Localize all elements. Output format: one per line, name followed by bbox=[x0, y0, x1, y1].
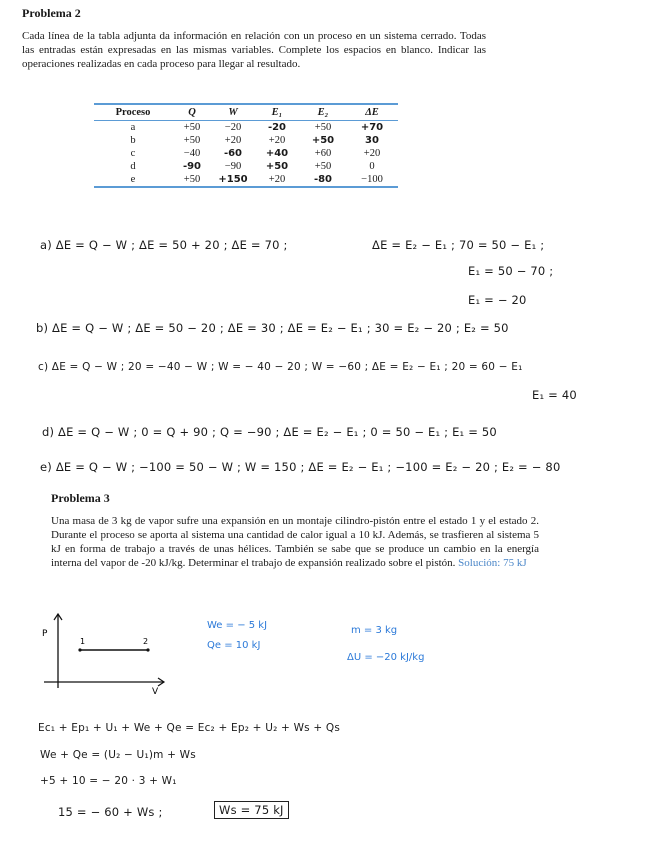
cell: a bbox=[130, 122, 136, 133]
cell: +50 bbox=[183, 135, 201, 146]
work-c-line2: E₁ = 40 bbox=[532, 388, 577, 402]
handwritten-cell: 30 bbox=[365, 135, 379, 146]
energy-balance-line3: +5 + 10 = − 20 · 3 + W₁ bbox=[40, 775, 177, 787]
table-row bbox=[94, 173, 398, 187]
work-e: e) ΔE = Q − W ; −100 = 50 − W ; W = 150 ; ΔE = E₂ − E₁ ; −100 = E₂ − 20 ; E₂ = − 80 bbox=[40, 460, 561, 474]
p-label: P bbox=[42, 629, 48, 639]
header-e2: E₂ bbox=[300, 104, 346, 121]
energy-balance-line2: We + Qe = (U₂ − U₁)m + Ws bbox=[40, 749, 196, 761]
handwritten-cell: +40 bbox=[265, 148, 289, 159]
header-delta-e: ΔE bbox=[346, 104, 398, 121]
cell: +20 bbox=[268, 135, 286, 146]
note-qe: Qe = 10 kJ bbox=[207, 640, 261, 651]
table-row bbox=[94, 121, 398, 135]
cell: +50 bbox=[314, 161, 332, 172]
work-c-line1: c) ΔE = Q − W ; 20 = −40 − W ; W = − 40 − 20 ; W = −60 ; ΔE = E₂ − E₁ ; 20 = 60 − E₁ bbox=[38, 361, 523, 373]
cell: +50 bbox=[314, 122, 332, 133]
problem-2-title: Problema 2 bbox=[22, 6, 81, 20]
handwritten-cell: +50 bbox=[265, 161, 289, 172]
cell: d bbox=[130, 161, 136, 172]
note-delta-u: ΔU = −20 kJ/kg bbox=[347, 652, 425, 663]
header-e1: E₁ bbox=[254, 104, 300, 121]
problem-3-statement bbox=[51, 514, 539, 570]
process-table bbox=[94, 103, 398, 188]
work-b: b) ΔE = Q − W ; ΔE = 50 − 20 ; ΔE = 30 ; ΔE = E₂ − E₁ ; 30 = E₂ − 20 ; E₂ = 50 bbox=[36, 321, 509, 335]
handwritten-cell: +70 bbox=[360, 122, 384, 133]
cell: −90 bbox=[224, 161, 242, 172]
state-1-point bbox=[78, 648, 81, 651]
cell: b bbox=[130, 135, 136, 146]
header-w: W bbox=[212, 104, 254, 121]
cell: +60 bbox=[314, 148, 332, 159]
cell: 0 bbox=[369, 161, 375, 172]
table-row bbox=[94, 160, 398, 173]
handwritten-cell: -20 bbox=[267, 122, 287, 133]
cell: −100 bbox=[346, 173, 398, 187]
problem-2-statement: Cada línea de la tabla adjunta da información en relación con un proceso en un sistema cerrado. Todas las entradas están expresadas en las mismas variables. Complete los espacios en blanco. Indicar las operaciones realizadas en cada proceso para llegar al resultado. bbox=[22, 30, 486, 70]
solution-text: Solución: 75 kJ bbox=[458, 557, 527, 569]
cell: −20 bbox=[224, 122, 242, 133]
handwritten-cell: +50 bbox=[311, 135, 335, 146]
table-row bbox=[94, 147, 398, 160]
cell: +50 bbox=[183, 122, 201, 133]
work-a-line3: E₁ = 50 − 70 ; bbox=[468, 264, 554, 278]
state-1-label: 1 bbox=[80, 637, 86, 646]
state-2-point bbox=[146, 648, 149, 651]
handwritten-cell: -80 bbox=[300, 173, 346, 187]
work-a-line4: E₁ = − 20 bbox=[468, 293, 527, 307]
cell: e bbox=[94, 173, 172, 187]
handwritten-cell: -90 bbox=[182, 161, 202, 172]
work-a-line2: ΔE = E₂ − E₁ ; 70 = 50 − E₁ ; bbox=[372, 238, 545, 252]
note-mass: m = 3 kg bbox=[351, 625, 398, 636]
handwritten-cell: -60 bbox=[223, 148, 243, 159]
energy-balance-line4: 15 = − 60 + Ws ; bbox=[58, 805, 163, 819]
note-we: We = − 5 kJ bbox=[207, 620, 268, 631]
state-2-label: 2 bbox=[143, 637, 149, 646]
header-q: Q bbox=[172, 104, 212, 121]
table-header-row bbox=[94, 104, 398, 121]
problem-3-title: Problema 3 bbox=[51, 491, 110, 505]
table-row bbox=[94, 134, 398, 147]
work-a-line1: a) ΔE = Q − W ; ΔE = 50 + 20 ; ΔE = 70 ; bbox=[40, 238, 288, 252]
cell: −40 bbox=[183, 148, 201, 159]
work-d: d) ΔE = Q − W ; 0 = Q + 90 ; Q = −90 ; ΔE = E₂ − E₁ ; 0 = 50 − E₁ ; E₁ = 50 bbox=[42, 425, 497, 439]
cell: +20 bbox=[224, 135, 242, 146]
v-label: V bbox=[152, 687, 159, 697]
cell: +20 bbox=[254, 173, 300, 187]
cell: +50 bbox=[172, 173, 212, 187]
header-proceso: Proceso bbox=[94, 104, 172, 121]
handwritten-cell: +150 bbox=[212, 173, 254, 187]
pv-diagram bbox=[36, 610, 176, 700]
energy-balance-line1: Ec₁ + Ep₁ + U₁ + We + Qe = Ec₂ + Ep₂ + U₂ + Ws + Qs bbox=[38, 722, 341, 734]
final-result-box: Ws = 75 kJ bbox=[214, 801, 289, 819]
cell: c bbox=[130, 148, 136, 159]
problem-3-text: Una masa de 3 kg de vapor sufre una expansión en un montaje cilindro-pistón entre el estado 1 y el estado 2. Durante el proceso se aporta al sistema una cantidad de calor igual a 10 kJ. Además, se trasfieren al sistema 5 kJ en forma de trabajo a través de unas hélices. También se sabe que se produce un cambio en la energía interna del vapor de -20 kJ/kg. Determinar el trabajo de expansión realizado sobre el pistón. bbox=[51, 515, 539, 569]
cell: +20 bbox=[363, 148, 381, 159]
